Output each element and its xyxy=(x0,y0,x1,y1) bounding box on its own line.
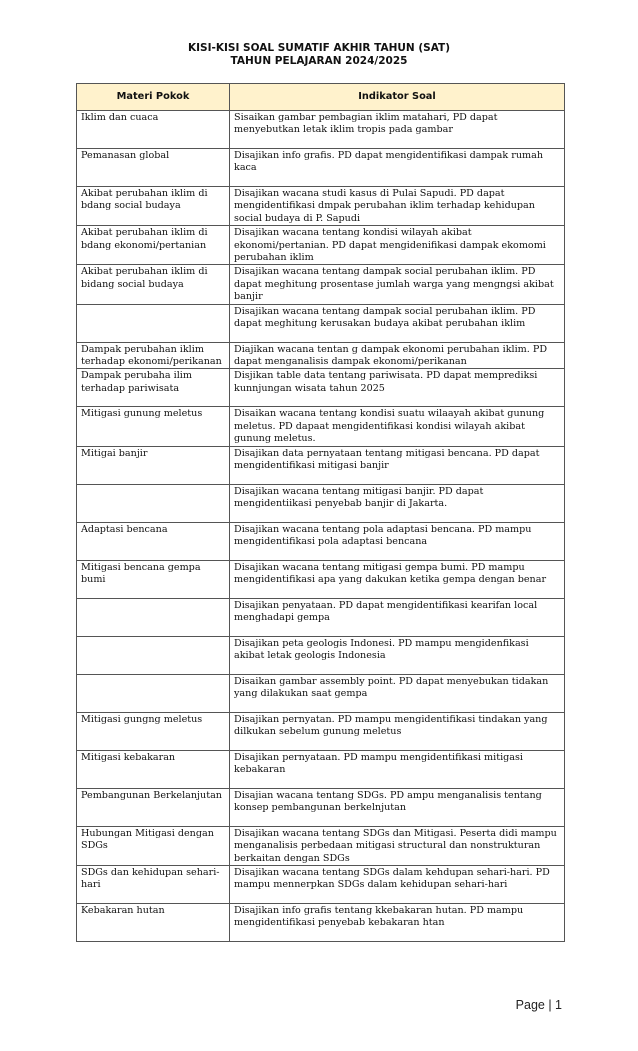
indikator-soal-cell: Disaikan gambar assembly point. PD dapat menyebukan tidakan yang dilakukan saat gempa xyxy=(230,674,565,712)
materi-pokok-cell: Mitigasi bencana gempa bumi xyxy=(77,560,230,598)
table-row xyxy=(77,265,565,304)
materi-pokok-cell xyxy=(77,484,230,522)
header-indikator-soal: Indikator Soal xyxy=(230,84,565,111)
materi-pokok-cell: Mitigasi kebakaran xyxy=(77,750,230,788)
table-body xyxy=(77,111,565,942)
materi-pokok-cell: Dampak perubahan iklim terhadap ekonomi/perikanan xyxy=(77,342,230,369)
materi-pokok-cell xyxy=(77,674,230,712)
indikator-soal-cell: Disajikan wacana studi kasus di Pulai Sapudi. PD dapat mengidentifikasi dmpak perubahan iklim terhadap kehidupan social budaya di P. Sapudi xyxy=(230,187,565,226)
indikator-soal-cell: Disajikan info grafis. PD dapat mengidentifikasi dampak rumah kaca xyxy=(230,149,565,187)
indikator-soal-cell: Disaikan wacana tentang kondisi suatu wilaayah akibat gunung meletus. PD dapaat mengidentifikasi kondisi wilayah akibat gunung meletus. xyxy=(230,407,565,446)
indikator-soal-cell: Disajikan wacana tentang SDGs dan Mitigasi. Peserta didi mampu menganalisis perbedaan mitigasi structural dan nonstrukturan berkaitan dengan SDGs xyxy=(230,826,565,865)
indikator-soal-cell: Disajian wacana tentang SDGs. PD ampu menganalisis tentang konsep pembangunan berkelnjutan xyxy=(230,788,565,826)
materi-pokok-cell: Akibat perubahan iklim di bidang social budaya xyxy=(77,265,230,304)
materi-pokok-cell: Pembangunan Berkelanjutan xyxy=(77,788,230,826)
table-row xyxy=(77,826,565,865)
table-row xyxy=(77,788,565,826)
table-row xyxy=(77,342,565,369)
table-row xyxy=(77,407,565,446)
table-row xyxy=(77,111,565,149)
materi-pokok-cell: Pemanasan global xyxy=(77,149,230,187)
indikator-soal-cell: Diajikan wacana tentan g dampak ekonomi perubahan iklim. PD dapat menganalisis dampak ekonomi/perikanan xyxy=(230,342,565,369)
indikator-soal-cell: Disajikan data pernyataan tentang mitigasi bencana. PD dapat mengidentifikasi mitigasi banjir xyxy=(230,446,565,484)
materi-pokok-cell: Adaptasi bencana xyxy=(77,522,230,560)
table-row xyxy=(77,522,565,560)
indikator-soal-cell: Disjikan table data tentang pariwisata. PD dapat memprediksi kunnjungan wisata tahun 2025 xyxy=(230,369,565,407)
table-row xyxy=(77,903,565,941)
table-row xyxy=(77,712,565,750)
table-row xyxy=(77,598,565,636)
table-row xyxy=(77,674,565,712)
table-row xyxy=(77,865,565,903)
indikator-soal-cell: Disajikan penyataan. PD dapat mengidentifikasi kearifan local menghadapi gempa xyxy=(230,598,565,636)
indikator-soal-cell: Disajikan wacana tentang mitigasi gempa bumi. PD mampu mengidentifikasi apa yang dakukan ketika gempa dengan benar xyxy=(230,560,565,598)
indikator-soal-cell: Disajikan wacana tentang dampak social perubahan iklim. PD dapat meghitung kerusakan budaya akibat perubahan iklim xyxy=(230,304,565,342)
materi-pokok-cell: Iklim dan cuaca xyxy=(77,111,230,149)
materi-pokok-cell: Akibat perubahan iklim di bdang social budaya xyxy=(77,187,230,226)
materi-pokok-cell: Mitigasi gungng meletus xyxy=(77,712,230,750)
indikator-soal-cell: Disajikan info grafis tentang kkebakaran hutan. PD mampu mengidentifikasi penyebab kebakaran htan xyxy=(230,903,565,941)
materi-pokok-cell: Dampak perubaha ilim terhadap pariwisata xyxy=(77,369,230,407)
table-header-row xyxy=(77,84,565,111)
materi-pokok-cell: Hubungan Mitigasi dengan SDGs xyxy=(77,826,230,865)
indikator-soal-cell: Disajikan pernyataan. PD mampu mengidentifikasi mitigasi kebakaran xyxy=(230,750,565,788)
materi-pokok-cell xyxy=(77,598,230,636)
indikator-soal-cell: Disajikan wacana tentang mitigasi banjir. PD dapat mengidentiikasi penyebab banjir di Jakarta. xyxy=(230,484,565,522)
table-row xyxy=(77,484,565,522)
indikator-soal-cell: Disajikan wacana tentang SDGs dalam kehdupan sehari-hari. PD mampu mennerpkan SDGs dalam kehidupan sehari-hari xyxy=(230,865,565,903)
table-row xyxy=(77,187,565,226)
materi-pokok-cell: Mitigai banjir xyxy=(77,446,230,484)
table-row xyxy=(77,750,565,788)
indikator-soal-cell: Disajikan wacana tentang kondisi wilayah akibat ekonomi/pertanian. PD dapat mengidenifikasi dampak ekomomi perubahan iklim xyxy=(230,226,565,265)
table-row xyxy=(77,226,565,265)
materi-pokok-cell xyxy=(77,304,230,342)
page-number: Page | 1 xyxy=(515,998,562,1012)
indikator-soal-cell: Disajikan pernyatan. PD mampu mengidentifikasi tindakan yang dilkukan sebelum gunung meletus xyxy=(230,712,565,750)
table-row xyxy=(77,636,565,674)
indikator-soal-cell: Sisaikan gambar pembagian iklim matahari, PD dapat menyebutkan letak iklim tropis pada gambar xyxy=(230,111,565,149)
materi-pokok-cell: Akibat perubahan iklim di bdang ekonomi/pertanian xyxy=(77,226,230,265)
indikator-soal-cell: Disajikan wacana tentang dampak social perubahan iklim. PD dapat meghitung prosentase jumlah warga yang mengngsi akibat banjir xyxy=(230,265,565,304)
materi-pokok-cell: SDGs dan kehidupan sehari-hari xyxy=(77,865,230,903)
materi-pokok-cell xyxy=(77,636,230,674)
document-subtitle: TAHUN PELAJARAN 2024/2025 xyxy=(230,55,408,67)
table-row xyxy=(77,149,565,187)
indikator-soal-cell: Disajikan peta geologis Indonesi. PD mampu mengidenfikasi akibat letak geologis Indonesia xyxy=(230,636,565,674)
materi-pokok-cell: Kebakaran hutan xyxy=(77,903,230,941)
document-title: KISI-KISI SOAL SUMATIF AKHIR TAHUN (SAT) xyxy=(187,42,451,54)
materi-pokok-cell: Mitigasi gunung meletus xyxy=(77,407,230,446)
table-row xyxy=(77,560,565,598)
table-row xyxy=(77,369,565,407)
indikator-soal-cell: Disajikan wacana tentang pola adaptasi bencana. PD mampu mengidentifikasi pola adaptasi bencana xyxy=(230,522,565,560)
table-row xyxy=(77,446,565,484)
table-row xyxy=(77,304,565,342)
kisi-kisi-table xyxy=(76,83,565,942)
header-materi-pokok: Materi Pokok xyxy=(77,84,230,111)
